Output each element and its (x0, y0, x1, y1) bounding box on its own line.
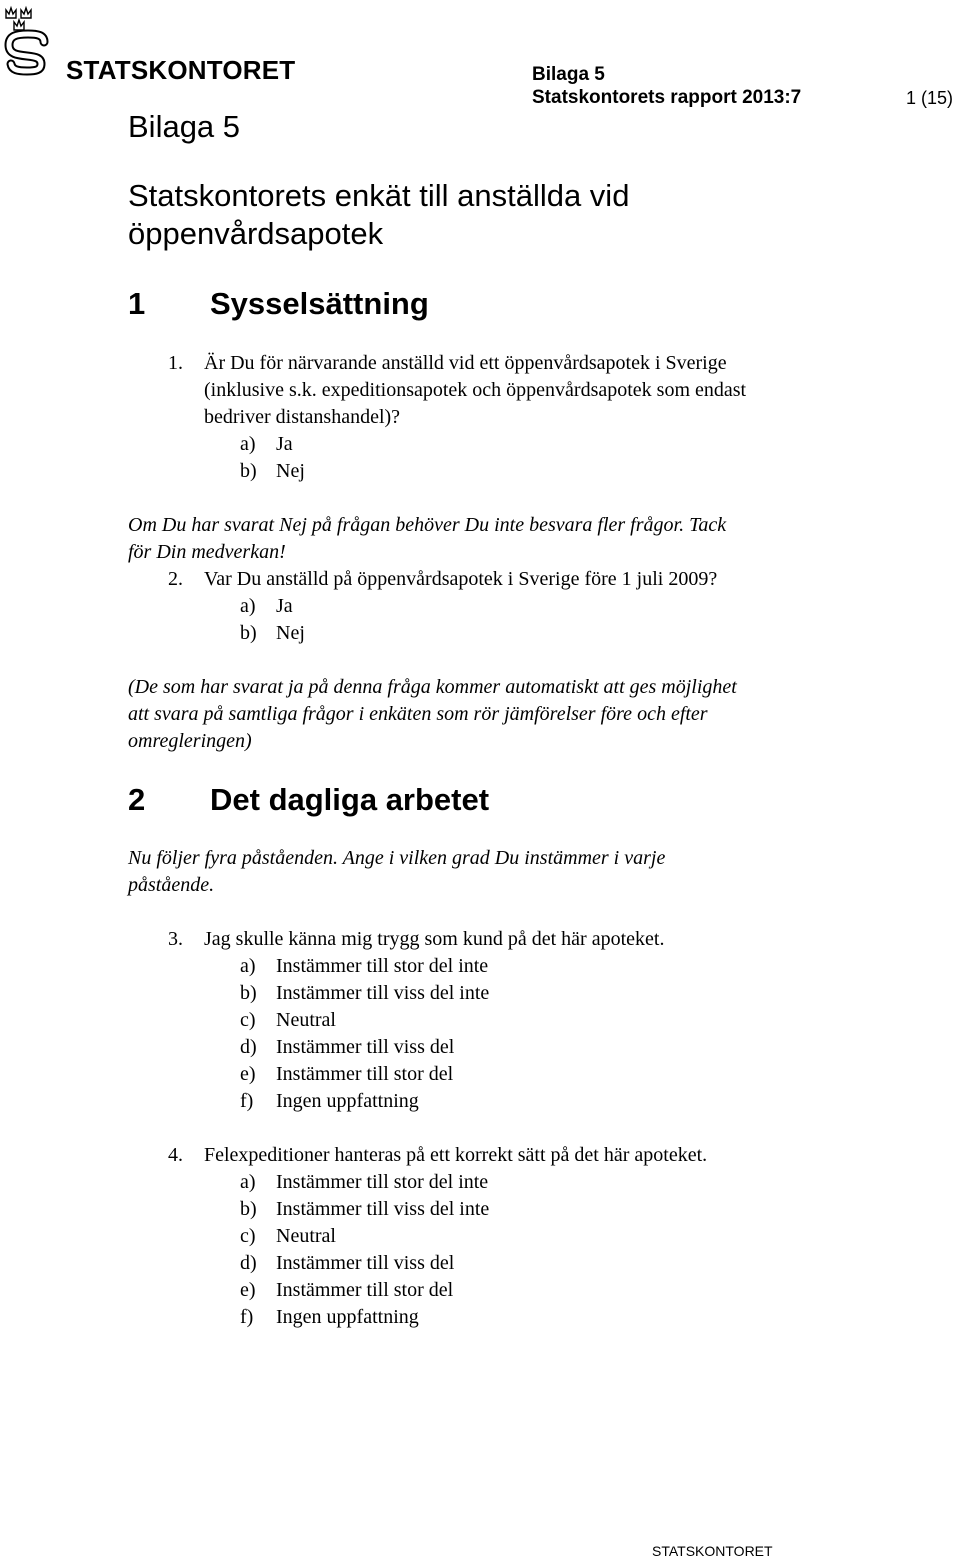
question-1-text-line-3: bedriver distanshandel)? (204, 406, 401, 428)
question-4-option-e[interactable] (240, 1277, 453, 1304)
question-3-option-b[interactable] (240, 980, 489, 1007)
section-2-number: 2 (128, 782, 146, 817)
option-text: Instämmer till stor del (276, 1063, 454, 1085)
section-1-title: Sysselsättning (210, 286, 429, 321)
question-2-option-b[interactable] (240, 620, 305, 647)
question-4-option-b[interactable] (240, 1196, 489, 1223)
section-2-title: Det dagliga arbetet (210, 782, 490, 817)
question-1-number: 1. (168, 352, 183, 374)
option-text: Ingen uppfattning (276, 1090, 419, 1112)
option-text: Instämmer till stor del inte (276, 1171, 489, 1193)
option-letter: d) (240, 1252, 257, 1274)
option-text: Instämmer till viss del (276, 1252, 455, 1274)
footer-org-name: STATSKONTORET (652, 1543, 773, 1559)
option-letter: a) (240, 595, 256, 617)
page-number: 1 (15) (906, 88, 954, 108)
question-3-number: 3. (168, 928, 183, 950)
option-letter: f) (240, 1090, 254, 1112)
question-4-option-a[interactable] (240, 1169, 488, 1196)
section-1-number: 1 (128, 286, 146, 321)
question-2-number: 2. (168, 568, 183, 590)
option-letter: d) (240, 1036, 257, 1058)
section-1-heading (128, 286, 429, 322)
option-text: Nej (276, 460, 305, 482)
option-text: Neutral (276, 1225, 336, 1247)
option-text: Neutral (276, 1009, 336, 1031)
option-letter: a) (240, 1171, 256, 1193)
question-3-option-e[interactable] (240, 1061, 453, 1088)
section-2-intro-line-2: påstående. (128, 874, 215, 896)
option-text: Ingen uppfattning (276, 1306, 419, 1328)
statskontoret-logo-icon (4, 4, 50, 84)
question-1-text-line-2: (inklusive s.k. expeditionsapotek och öppenvårdsapotek som endast (204, 379, 747, 401)
option-text: Instämmer till viss del (276, 1036, 455, 1058)
option-letter: b) (240, 982, 257, 1004)
question-4-option-c[interactable] (240, 1223, 336, 1250)
document-title: Statskontorets enkät till anställda vid öppenvårdsapotek (128, 178, 630, 251)
header-report-label: Statskontorets rapport 2013:7 (532, 87, 802, 108)
option-letter: a) (240, 955, 256, 977)
question-2 (168, 566, 868, 593)
question-3 (168, 926, 888, 953)
question-1-text-line-1: Är Du för närvarande anställd vid ett öppenvårdsapotek i Sverige (204, 352, 727, 374)
option-letter: a) (240, 433, 256, 455)
note-2-line-3: omregleringen) (128, 730, 252, 752)
option-text: Ja (276, 433, 293, 455)
question-3-text: Jag skulle känna mig trygg som kund på det här apoteket. (204, 928, 665, 950)
option-letter: b) (240, 622, 257, 644)
option-letter: e) (240, 1279, 256, 1301)
option-text: Instämmer till stor del (276, 1279, 454, 1301)
question-3-option-f[interactable] (240, 1088, 419, 1115)
appendix-heading: Bilaga 5 (128, 109, 241, 144)
section-2-intro-line-1: Nu följer fyra påståenden. Ange i vilken grad Du instämmer i varje (128, 847, 666, 869)
org-wordmark: STATSKONTORET (66, 55, 296, 85)
question-4-text: Felexpeditioner hanteras på ett korrekt sätt på det här apoteket. (204, 1144, 708, 1166)
header-appendix-label: Bilaga 5 (532, 64, 605, 85)
question-4-option-d[interactable] (240, 1250, 454, 1277)
question-1 (168, 350, 868, 431)
note-1-line-1: Om Du har svarat Nej på frågan behöver Du inte besvara fler frågor. Tack (128, 514, 727, 536)
option-letter: e) (240, 1063, 256, 1085)
question-4-option-f[interactable] (240, 1304, 419, 1331)
option-letter: b) (240, 1198, 257, 1220)
question-3-option-d[interactable] (240, 1034, 454, 1061)
question-3-option-c[interactable] (240, 1007, 336, 1034)
question-4-number: 4. (168, 1144, 183, 1166)
option-text: Instämmer till viss del inte (276, 1198, 490, 1220)
note-1-line-2: för Din medverkan! (128, 541, 286, 563)
option-text: Ja (276, 595, 293, 617)
question-1-option-b[interactable] (240, 458, 305, 485)
option-text: Nej (276, 622, 305, 644)
question-4 (168, 1142, 888, 1169)
note-2-line-1: (De som har svarat ja på denna fråga kommer automatiskt att ges möjlighet (128, 676, 737, 698)
option-letter: c) (240, 1009, 256, 1031)
option-letter: c) (240, 1225, 256, 1247)
option-letter: f) (240, 1306, 254, 1328)
question-2-text: Var Du anställd på öppenvårdsapotek i Sverige före 1 juli 2009? (204, 568, 718, 590)
question-1-option-a[interactable] (240, 431, 293, 458)
option-text: Instämmer till viss del inte (276, 982, 490, 1004)
question-3-option-a[interactable] (240, 953, 488, 980)
question-2-option-a[interactable] (240, 593, 293, 620)
option-text: Instämmer till stor del inte (276, 955, 489, 977)
option-letter: b) (240, 460, 257, 482)
note-2-line-2: att svara på samtliga frågor i enkäten som rör jämförelser före och efter (128, 703, 708, 725)
section-2-heading (128, 782, 489, 818)
